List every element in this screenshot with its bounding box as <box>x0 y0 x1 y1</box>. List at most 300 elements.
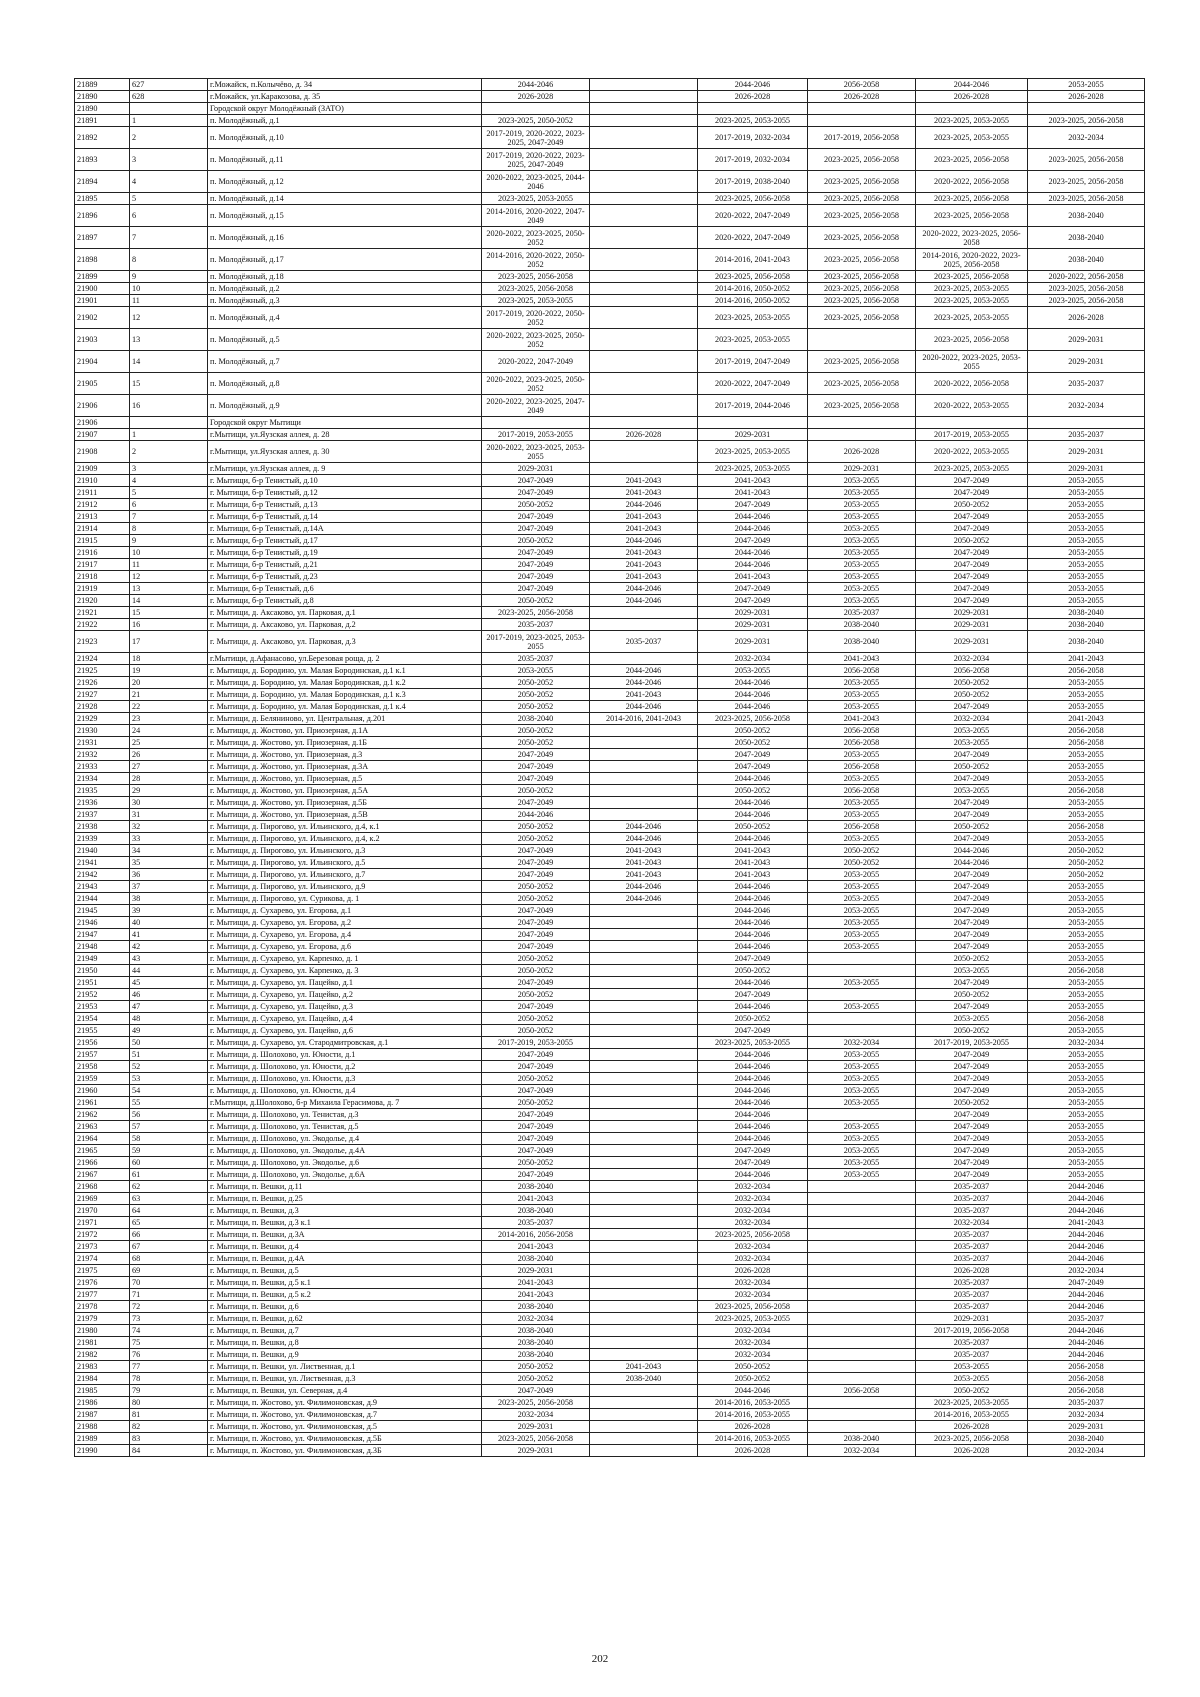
table-row <box>75 1025 1145 1037</box>
cell-item-number: 21 <box>130 689 208 701</box>
cell-col-5: 2044-2046 <box>590 499 698 511</box>
cell-col-5 <box>590 965 698 977</box>
cell-item-number: 62 <box>130 1181 208 1193</box>
cell-col-6: 2044-2046 <box>698 1385 808 1397</box>
cell-col-6: 2047-2049 <box>698 595 808 607</box>
cell-col-5: 2044-2046 <box>590 595 698 607</box>
cell-col-8: 2029-2031 <box>916 631 1028 653</box>
cell-address: п. Молодёжный, д.9 <box>208 395 482 417</box>
cell-col-5: 2041-2043 <box>590 857 698 869</box>
cell-col-8: 2047-2049 <box>916 1049 1028 1061</box>
cell-address: г. Мытищи, п. Вешки, д.3А <box>208 1229 482 1241</box>
cell-col-5: 2014-2016, 2041-2043 <box>590 713 698 725</box>
cell-col-9: 2029-2031 <box>1028 329 1145 351</box>
cell-col-6: 2032-2034 <box>698 1193 808 1205</box>
cell-col-5 <box>590 227 698 249</box>
cell-col-6: 2050-2052 <box>698 1373 808 1385</box>
cell-col-9: 2053-2055 <box>1028 1169 1145 1181</box>
cell-col-7: 2053-2055 <box>808 797 916 809</box>
cell-address: г. Мытищи, п. Вешки, ул. Лиственная, д.1 <box>208 1361 482 1373</box>
cell-col-8: 2044-2046 <box>916 845 1028 857</box>
cell-row-number: 21920 <box>75 595 130 607</box>
cell-col-9: 2038-2040 <box>1028 205 1145 227</box>
cell-item-number: 47 <box>130 1001 208 1013</box>
cell-address: г. Мытищи, д. Жостово, ул. Приозерная, д.5В <box>208 809 482 821</box>
cell-col-4: 2020-2022, 2023-2025, 2050-2052 <box>482 227 590 249</box>
cell-col-6: 2047-2049 <box>698 499 808 511</box>
cell-col-9: 2053-2055 <box>1028 1133 1145 1145</box>
cell-col-5 <box>590 619 698 631</box>
table-row <box>75 631 1145 653</box>
cell-col-4: 2017-2019, 2053-2055 <box>482 1037 590 1049</box>
cell-col-7: 2053-2055 <box>808 917 916 929</box>
cell-row-number: 21973 <box>75 1241 130 1253</box>
cell-col-6: 2026-2028 <box>698 1421 808 1433</box>
cell-col-7: 2038-2040 <box>808 1433 916 1445</box>
cell-col-8: 2020-2022, 2023-2025, 2056-2058 <box>916 227 1028 249</box>
cell-col-8: 2023-2025, 2053-2055 <box>916 283 1028 295</box>
cell-row-number: 21923 <box>75 631 130 653</box>
cell-row-number: 21967 <box>75 1169 130 1181</box>
cell-row-number: 21893 <box>75 149 130 171</box>
cell-col-9: 2053-2055 <box>1028 1061 1145 1073</box>
cell-col-6: 2026-2028 <box>698 1445 808 1457</box>
cell-col-8 <box>916 417 1028 429</box>
cell-col-5 <box>590 941 698 953</box>
cell-col-6: 2017-2019, 2032-2034 <box>698 127 808 149</box>
cell-col-6: 2047-2049 <box>698 989 808 1001</box>
cell-address: Городской округ Молодёжный (ЗАТО) <box>208 103 482 115</box>
cell-col-8: 2032-2034 <box>916 1217 1028 1229</box>
cell-row-number: 21940 <box>75 845 130 857</box>
table-row <box>75 1217 1145 1229</box>
cell-col-9: 2053-2055 <box>1028 535 1145 547</box>
cell-col-7 <box>808 1109 916 1121</box>
table-row <box>75 1121 1145 1133</box>
cell-item-number <box>130 103 208 115</box>
cell-row-number: 21908 <box>75 441 130 463</box>
cell-col-6: 2041-2043 <box>698 845 808 857</box>
cell-col-8: 2023-2025, 2053-2055 <box>916 295 1028 307</box>
cell-col-6: 2023-2025, 2056-2058 <box>698 271 808 283</box>
cell-address: г. Мытищи, д. Шолохово, ул. Экодолье, д.4 <box>208 1133 482 1145</box>
cell-address: г.Мытищи, ул.Яузская аллея, д. 30 <box>208 441 482 463</box>
cell-col-7: 2053-2055 <box>808 523 916 535</box>
cell-col-7: 2053-2055 <box>808 571 916 583</box>
cell-col-5 <box>590 283 698 295</box>
cell-address: г. Мытищи, д. Сухарево, ул. Пацейко, д.1 <box>208 977 482 989</box>
cell-col-8: 2023-2025, 2056-2058 <box>916 149 1028 171</box>
cell-col-7: 2023-2025, 2056-2058 <box>808 227 916 249</box>
table-row <box>75 1265 1145 1277</box>
table-row <box>75 1301 1145 1313</box>
cell-col-4: 2050-2052 <box>482 725 590 737</box>
cell-row-number: 21972 <box>75 1229 130 1241</box>
cell-row-number: 21955 <box>75 1025 130 1037</box>
cell-col-7 <box>808 1313 916 1325</box>
cell-address: г. Мытищи, п. Вешки, д.62 <box>208 1313 482 1325</box>
cell-address: п. Молодёжный, д.12 <box>208 171 482 193</box>
cell-item-number: 22 <box>130 701 208 713</box>
cell-col-8: 2020-2022, 2053-2055 <box>916 441 1028 463</box>
cell-item-number: 35 <box>130 857 208 869</box>
cell-item-number: 49 <box>130 1025 208 1037</box>
cell-row-number: 21988 <box>75 1421 130 1433</box>
cell-col-6: 2041-2043 <box>698 571 808 583</box>
cell-address: п. Молодёжный, д.4 <box>208 307 482 329</box>
cell-row-number: 21981 <box>75 1337 130 1349</box>
cell-address: п. Молодёжный, д.10 <box>208 127 482 149</box>
cell-col-8: 2032-2034 <box>916 713 1028 725</box>
cell-col-6: 2041-2043 <box>698 869 808 881</box>
cell-address: г. Мытищи, д. Бородино, ул. Малая Бородинская, д.1 к.3 <box>208 689 482 701</box>
cell-row-number: 21932 <box>75 749 130 761</box>
cell-row-number: 21929 <box>75 713 130 725</box>
cell-col-9: 2023-2025, 2056-2058 <box>1028 295 1145 307</box>
page-number: 202 <box>591 1653 609 1665</box>
cell-item-number: 60 <box>130 1157 208 1169</box>
cell-item-number: 58 <box>130 1133 208 1145</box>
cell-row-number: 21927 <box>75 689 130 701</box>
cell-col-6: 2026-2028 <box>698 1265 808 1277</box>
table-row <box>75 1373 1145 1385</box>
cell-col-7: 2023-2025, 2056-2058 <box>808 295 916 307</box>
table-row <box>75 1109 1145 1121</box>
cell-col-4: 2050-2052 <box>482 965 590 977</box>
cell-col-5 <box>590 1121 698 1133</box>
cell-col-7: 2050-2052 <box>808 857 916 869</box>
cell-col-8: 2023-2025, 2056-2058 <box>916 1433 1028 1445</box>
cell-item-number: 8 <box>130 249 208 271</box>
cell-col-8: 2023-2025, 2053-2055 <box>916 115 1028 127</box>
cell-item-number: 61 <box>130 1169 208 1181</box>
cell-col-5 <box>590 1145 698 1157</box>
cell-row-number: 21985 <box>75 1385 130 1397</box>
cell-item-number: 83 <box>130 1433 208 1445</box>
cell-col-7: 2053-2055 <box>808 487 916 499</box>
cell-col-6: 2050-2052 <box>698 1013 808 1025</box>
cell-col-8: 2053-2055 <box>916 785 1028 797</box>
cell-col-4: 2050-2052 <box>482 1073 590 1085</box>
cell-item-number: 8 <box>130 523 208 535</box>
cell-address: г. Мытищи, п. Жостово, ул. Филимоновская, д.9 <box>208 1397 482 1409</box>
cell-item-number: 38 <box>130 893 208 905</box>
cell-col-8: 2014-2016, 2020-2022, 2023-2025, 2056-2058 <box>916 249 1028 271</box>
cell-col-5: 2041-2043 <box>590 869 698 881</box>
cell-row-number: 21958 <box>75 1061 130 1073</box>
cell-col-7: 2023-2025, 2056-2058 <box>808 395 916 417</box>
table-row <box>75 725 1145 737</box>
cell-col-6: 2047-2049 <box>698 535 808 547</box>
cell-col-4: 2023-2025, 2053-2055 <box>482 295 590 307</box>
cell-col-8: 2029-2031 <box>916 1313 1028 1325</box>
cell-col-7: 2023-2025, 2056-2058 <box>808 249 916 271</box>
cell-col-7 <box>808 1421 916 1433</box>
cell-col-7: 2053-2055 <box>808 1157 916 1169</box>
cell-item-number: 41 <box>130 929 208 941</box>
cell-col-5 <box>590 115 698 127</box>
table-row <box>75 857 1145 869</box>
table-row <box>75 619 1145 631</box>
cell-col-8: 2050-2052 <box>916 989 1028 1001</box>
cell-row-number: 21897 <box>75 227 130 249</box>
cell-item-number: 12 <box>130 307 208 329</box>
cell-row-number: 21933 <box>75 761 130 773</box>
cell-row-number: 21983 <box>75 1361 130 1373</box>
cell-col-7: 2041-2043 <box>808 653 916 665</box>
cell-address: г. Мытищи, д. Пирогово, ул. Ильинского, д.7 <box>208 869 482 881</box>
cell-col-5 <box>590 193 698 205</box>
cell-row-number: 21919 <box>75 583 130 595</box>
cell-col-6 <box>698 417 808 429</box>
cell-col-6: 2032-2034 <box>698 1349 808 1361</box>
cell-address: п. Молодёжный, д.11 <box>208 149 482 171</box>
cell-col-9: 2053-2055 <box>1028 941 1145 953</box>
cell-item-number: 74 <box>130 1325 208 1337</box>
cell-col-6: 2032-2034 <box>698 653 808 665</box>
cell-col-9: 2053-2055 <box>1028 989 1145 1001</box>
cell-col-7: 2053-2055 <box>808 595 916 607</box>
cell-col-7: 2056-2058 <box>808 821 916 833</box>
cell-col-8: 2044-2046 <box>916 857 1028 869</box>
cell-col-6: 2023-2025, 2053-2055 <box>698 115 808 127</box>
cell-col-6: 2029-2031 <box>698 429 808 441</box>
cell-address: г. Мытищи, д. Сухарево, ул. Егорова, д.2 <box>208 917 482 929</box>
cell-row-number: 21947 <box>75 929 130 941</box>
cell-col-5 <box>590 1097 698 1109</box>
table-row <box>75 1157 1145 1169</box>
cell-col-9: 2035-2037 <box>1028 429 1145 441</box>
cell-row-number: 21898 <box>75 249 130 271</box>
table-row <box>75 809 1145 821</box>
cell-item-number: 19 <box>130 665 208 677</box>
cell-row-number: 21917 <box>75 559 130 571</box>
cell-col-5 <box>590 737 698 749</box>
cell-col-7: 2017-2019, 2056-2058 <box>808 127 916 149</box>
cell-col-6: 2050-2052 <box>698 965 808 977</box>
cell-col-6: 2044-2046 <box>698 977 808 989</box>
table-row <box>75 463 1145 475</box>
table-row <box>75 677 1145 689</box>
cell-address: г. Мытищи, п. Вешки, д.8 <box>208 1337 482 1349</box>
cell-item-number: 44 <box>130 965 208 977</box>
cell-col-5 <box>590 1205 698 1217</box>
cell-item-number: 54 <box>130 1085 208 1097</box>
cell-col-6: 2023-2025, 2053-2055 <box>698 1037 808 1049</box>
cell-address: г. Мытищи, п. Вешки, д.4А <box>208 1253 482 1265</box>
cell-col-7: 2053-2055 <box>808 929 916 941</box>
cell-col-6: 2032-2034 <box>698 1253 808 1265</box>
table-row <box>75 1421 1145 1433</box>
cell-item-number: 1 <box>130 429 208 441</box>
cell-col-8: 2023-2025, 2056-2058 <box>916 205 1028 227</box>
cell-item-number: 73 <box>130 1313 208 1325</box>
cell-item-number: 79 <box>130 1385 208 1397</box>
cell-col-4: 2047-2049 <box>482 1049 590 1061</box>
cell-col-9: 2053-2055 <box>1028 833 1145 845</box>
cell-col-9: 2035-2037 <box>1028 1313 1145 1325</box>
cell-col-8: 2047-2049 <box>916 1133 1028 1145</box>
cell-item-number: 16 <box>130 395 208 417</box>
cell-col-7: 2053-2055 <box>808 1169 916 1181</box>
cell-address: г. Мытищи, д. Сухарево, ул. Карпенко, д. 1 <box>208 953 482 965</box>
cell-row-number: 21914 <box>75 523 130 535</box>
cell-item-number: 13 <box>130 583 208 595</box>
cell-col-4: 2050-2052 <box>482 595 590 607</box>
cell-item-number: 3 <box>130 463 208 475</box>
table-row <box>75 689 1145 701</box>
cell-col-8: 2050-2052 <box>916 821 1028 833</box>
cell-col-5 <box>590 1409 698 1421</box>
cell-col-9: 2038-2040 <box>1028 631 1145 653</box>
cell-col-8: 2026-2028 <box>916 91 1028 103</box>
cell-address: г. Мытищи, д. Сухарево, ул. Пацейко, д.2 <box>208 989 482 1001</box>
cell-col-5 <box>590 1289 698 1301</box>
cell-col-8: 2050-2052 <box>916 1097 1028 1109</box>
cell-row-number: 21961 <box>75 1097 130 1109</box>
cell-row-number: 21949 <box>75 953 130 965</box>
table-row <box>75 1001 1145 1013</box>
cell-col-6: 2044-2046 <box>698 1061 808 1073</box>
cell-col-8: 2035-2037 <box>916 1289 1028 1301</box>
cell-col-9: 2050-2052 <box>1028 857 1145 869</box>
cell-col-4: 2017-2019, 2053-2055 <box>482 429 590 441</box>
cell-col-7: 2053-2055 <box>808 893 916 905</box>
cell-col-8: 2020-2022, 2056-2058 <box>916 373 1028 395</box>
cell-item-number: 72 <box>130 1301 208 1313</box>
cell-item-number: 10 <box>130 547 208 559</box>
cell-address: г. Мытищи, п. Жостово, ул. Филимоновская, д.3Б <box>208 1445 482 1457</box>
cell-col-9: 2038-2040 <box>1028 619 1145 631</box>
table-row <box>75 1049 1145 1061</box>
cell-address: г. Мытищи, д. Пирогово, ул. Ильинского, д.9 <box>208 881 482 893</box>
cell-row-number: 21925 <box>75 665 130 677</box>
cell-address: г. Мытищи, д. Сухарево, ул. Пацейко, д.3 <box>208 1001 482 1013</box>
cell-col-8: 2047-2049 <box>916 1073 1028 1085</box>
cell-col-9: 2038-2040 <box>1028 249 1145 271</box>
cell-col-4: 2047-2049 <box>482 869 590 881</box>
cell-col-8: 2053-2055 <box>916 965 1028 977</box>
cell-row-number: 21974 <box>75 1253 130 1265</box>
cell-col-7: 2032-2034 <box>808 1037 916 1049</box>
cell-col-5 <box>590 295 698 307</box>
cell-col-9: 2047-2049 <box>1028 1277 1145 1289</box>
cell-col-4: 2032-2034 <box>482 1313 590 1325</box>
cell-col-4: 2020-2022, 2023-2025, 2053-2055 <box>482 441 590 463</box>
cell-col-6: 2044-2046 <box>698 1097 808 1109</box>
table-row <box>75 917 1145 929</box>
table-row <box>75 1289 1145 1301</box>
cell-item-number: 17 <box>130 631 208 653</box>
table-row <box>75 1085 1145 1097</box>
cell-col-7: 2056-2058 <box>808 785 916 797</box>
table-row <box>75 1013 1145 1025</box>
cell-row-number: 21977 <box>75 1289 130 1301</box>
cell-col-4: 2047-2049 <box>482 1145 590 1157</box>
cell-item-number: 13 <box>130 329 208 351</box>
table-row <box>75 487 1145 499</box>
cell-row-number: 21990 <box>75 1445 130 1457</box>
cell-col-9: 2056-2058 <box>1028 821 1145 833</box>
cell-col-8: 2050-2052 <box>916 535 1028 547</box>
cell-item-number: 50 <box>130 1037 208 1049</box>
cell-col-9: 2053-2055 <box>1028 1049 1145 1061</box>
cell-col-4: 2023-2025, 2053-2055 <box>482 193 590 205</box>
cell-address: п. Молодёжный, д.3 <box>208 295 482 307</box>
cell-col-7: 2056-2058 <box>808 665 916 677</box>
cell-col-7 <box>808 1217 916 1229</box>
cell-item-number: 76 <box>130 1349 208 1361</box>
cell-col-6: 2032-2034 <box>698 1289 808 1301</box>
cell-col-4: 2047-2049 <box>482 511 590 523</box>
cell-col-7 <box>808 1253 916 1265</box>
cell-col-6: 2044-2046 <box>698 1169 808 1181</box>
cell-col-4: 2053-2055 <box>482 665 590 677</box>
cell-item-number: 31 <box>130 809 208 821</box>
cell-col-4: 2029-2031 <box>482 463 590 475</box>
cell-col-9: 2023-2025, 2056-2058 <box>1028 283 1145 295</box>
cell-col-5 <box>590 1181 698 1193</box>
cell-row-number: 21905 <box>75 373 130 395</box>
cell-col-9: 2035-2037 <box>1028 1397 1145 1409</box>
cell-col-8: 2047-2049 <box>916 1121 1028 1133</box>
cell-address: г.Мытищи, ул.Яузская аллея, д. 9 <box>208 463 482 475</box>
cell-col-4: 2038-2040 <box>482 1349 590 1361</box>
cell-item-number: 2 <box>130 127 208 149</box>
cell-row-number: 21909 <box>75 463 130 475</box>
cell-address: п. Молодёжный, д.1 <box>208 115 482 127</box>
cell-item-number: 39 <box>130 905 208 917</box>
cell-row-number: 21937 <box>75 809 130 821</box>
cell-col-8: 2047-2049 <box>916 797 1028 809</box>
cell-row-number: 21913 <box>75 511 130 523</box>
cell-address: г. Мытищи, д. Шолохово, ул. Юности, д.3 <box>208 1073 482 1085</box>
cell-col-4: 2029-2031 <box>482 1265 590 1277</box>
cell-col-6: 2023-2025, 2056-2058 <box>698 193 808 205</box>
cell-item-number: 6 <box>130 205 208 227</box>
cell-col-4: 2023-2025, 2056-2058 <box>482 1433 590 1445</box>
cell-address: г. Мытищи, п. Вешки, д.7 <box>208 1325 482 1337</box>
cell-col-4: 2032-2034 <box>482 1409 590 1421</box>
cell-col-9: 2041-2043 <box>1028 653 1145 665</box>
cell-col-7: 2029-2031 <box>808 463 916 475</box>
cell-col-9: 2053-2055 <box>1028 475 1145 487</box>
cell-col-7 <box>808 1193 916 1205</box>
cell-address: г. Мытищи, д. Сухарево, ул. Карпенко, д. 3 <box>208 965 482 977</box>
cell-address: г. Мытищи, д. Шолохово, ул. Юности, д.1 <box>208 1049 482 1061</box>
cell-col-8: 2053-2055 <box>916 1013 1028 1025</box>
cell-col-5 <box>590 103 698 115</box>
cell-col-4: 2047-2049 <box>482 523 590 535</box>
table-row <box>75 1337 1145 1349</box>
cell-col-6: 2050-2052 <box>698 737 808 749</box>
cell-item-number: 1 <box>130 115 208 127</box>
cell-col-5 <box>590 205 698 227</box>
cell-row-number: 21946 <box>75 917 130 929</box>
cell-col-6: 2014-2016, 2050-2052 <box>698 283 808 295</box>
table-row <box>75 193 1145 205</box>
cell-address: г. Мытищи, б-р Тенистый, д.6 <box>208 583 482 595</box>
cell-col-9: 2053-2055 <box>1028 809 1145 821</box>
cell-col-6: 2032-2034 <box>698 1241 808 1253</box>
cell-col-8: 2047-2049 <box>916 701 1028 713</box>
cell-col-5: 2041-2043 <box>590 845 698 857</box>
cell-col-7 <box>808 1361 916 1373</box>
cell-col-9: 2032-2034 <box>1028 395 1145 417</box>
cell-col-8: 2035-2037 <box>916 1193 1028 1205</box>
cell-address: г. Мытищи, п. Вешки, д.25 <box>208 1193 482 1205</box>
cell-address: г. Мытищи, д. Жостово, ул. Приозерная, д.1Б <box>208 737 482 749</box>
